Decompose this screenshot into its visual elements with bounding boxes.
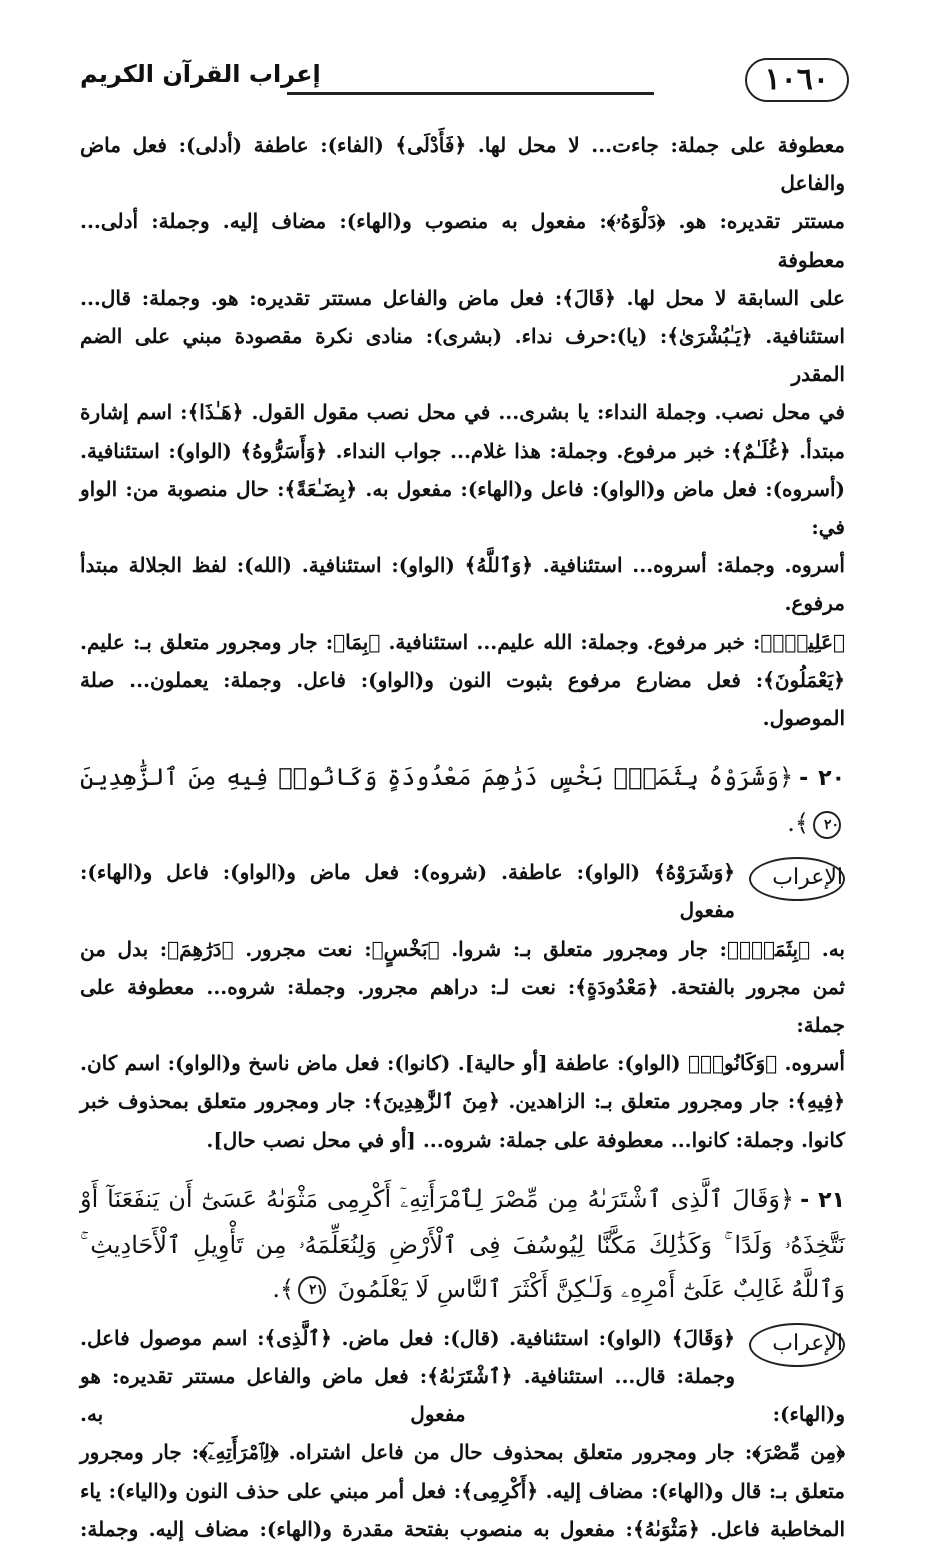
verse-text: ﴿وَقَالَ ٱلَّذِى ٱشْتَرَىٰهُ مِن مِّصْرَ لِٱمْرَأَتِهِۦٓ أَكْرِمِى مَثْوَىٰهُ عَسَىٰٓ أَن يَنفَعَنَآ أَوْ نَتَّخِذَهُۥ وَلَدًا ۚ وَكَذَٰلِكَ مَكَّنَّا لِيُوسُفَ فِى ٱلْأَرْضِ وَلِنُعَلِّمَهُۥ مِن تَأْوِيلِ ٱلْأَحَادِيثِ ۚ وَٱللَّهُ غَالِبٌ عَلَىٰٓ أَمْرِهِۦ وَلَـٰكِنَّ أَكْثَرَ ٱلنَّاسِ لَا يَعْلَمُونَ — [80, 1184, 845, 1303]
verse-close: ﴾. — [272, 1274, 295, 1303]
text-line: (أسروه): فعل ماض و(الواو): فاعل و(الهاء): مفعول به. ﴿بِضَـٰعَةً﴾: حال منصوبة من: الواو في: — [80, 476, 845, 540]
text-line: ﴿مِن مِّصْرَ﴾: جار ومجرور متعلق بمحذوف حال من فاعل اشتراه. ﴿لِٱمْرَأَتِهِۦٓ﴾: جار ومجرور — [80, 1440, 845, 1465]
ayah-number-marker: ٢١ — [298, 1276, 326, 1304]
text-line: وجملة: قال... استئنافية. ﴿ٱشْتَرَىٰهُ﴾: فعل ماض والفاعل مستتر تقديره: هو و(الهاء): مفعول به. — [80, 1364, 845, 1427]
irab-label-badge: الإعراب — [749, 1323, 845, 1367]
irab-label-badge: الإعراب — [749, 857, 845, 901]
verse-text: ﴿وَشَرَوْهُ بِثَمَنٍۭ بَخْسٍ دَرَٰهِمَ مَعْدُودَةٍ وَكَانُوا۟ فِيهِ مِنَ ٱلزَّٰهِدِينَ — [80, 763, 794, 792]
irab-section-21 — [80, 1319, 845, 1548]
verse-21 — [80, 1177, 845, 1311]
text-line: أسروه. وجملة: أسروه... استئنافية. ﴿وَٱللَّهُ﴾ (الواو): استئنافية. (الله): لفظ الجلالة مبتدأ مرفوع. — [80, 553, 845, 616]
text-line: معطوفة على جملة: جاءت... لا محل لها. ﴿فَأَدْلَى﴾ (الفاء): عاطفة (أدلى): فعل ماض والفاعل — [80, 133, 845, 196]
running-header — [80, 58, 849, 108]
page-body — [80, 126, 845, 1548]
verse-number: ٢١ - — [800, 1187, 845, 1213]
text-line: مستتر تقديره: هو. ﴿دَلْوَهُۥ﴾: مفعول به منصوب و(الهاء): مضاف إليه. وجملة: أدلى... معطوفة — [80, 209, 845, 272]
verse-20 — [80, 755, 845, 845]
header-rule — [287, 92, 654, 95]
text-line: كانوا. وجملة: كانوا... معطوفة على جملة: شروه... [أو في محل نصب حال]. — [206, 1127, 845, 1152]
text-line: به. ﴿بِثَمَنٍۭ﴾: جار ومجرور متعلق بـ: شروا. ﴿بَخْسٍ﴾: نعت مجرور. ﴿دَرَٰهِمَ﴾: بدل من — [80, 936, 845, 961]
text-line: ﴿عَلِيمٌۢ﴾: خبر مرفوع. وجملة: الله عليم... استئنافية. ﴿بِمَا﴾: جار ومجرور متعلق بـ: عليم. — [80, 629, 845, 654]
text-line: على السابقة لا محل لها. ﴿قَالَ﴾: فعل ماض والفاعل مستتر تقديره: هو. وجملة: قال... — [80, 285, 845, 310]
text-line: متعلق بـ: قال و(الهاء): مضاف إليه. ﴿أَكْرِمِى﴾: فعل أمر مبني على حذف النون و(الياء): ياء — [80, 1478, 845, 1503]
text-line: ثمن مجرور بالفتحة. ﴿مَعْدُودَةٍ﴾: نعت لـ: دراهم مجرور. وجملة: شروه... معطوفة على جملة: — [80, 974, 845, 1038]
verse-close: ﴾. — [787, 809, 809, 838]
text-line: مبتدأ. ﴿غُلَـٰمٌ﴾: خبر مرفوع. وجملة: هذا غلام... جواب النداء. ﴿وَأَسَرُّوهُ﴾ (الواو): استئنافية. — [80, 438, 845, 463]
irab-section-20 — [80, 853, 845, 1159]
ayah-number-marker: ٢٠ — [813, 811, 841, 839]
text-line: ﴿وَشَرَوْهُ﴾ (الواو): عاطفة. (شروه): فعل ماض و(الواو): فاعل و(الهاء): مفعول — [80, 860, 735, 923]
verse-number: ٢٠ - — [799, 766, 845, 792]
text-line: ﴿يَعْمَلُونَ﴾: فعل مضارع مرفوع بثبوت النون و(الواو): فاعل. وجملة: يعملون... صلة الموصول. — [80, 667, 845, 731]
text-line: استئنافية. ﴿يَـٰبُشْرَىٰ﴾: (يا):حرف نداء. (بشرى): منادى نكرة مقصودة مبني على الضم المقدر — [80, 324, 845, 387]
text-line: المخاطبة فاعل. ﴿مَثْوَىٰهُ﴾: مفعول به منصوب بفتحة مقدرة و(الهاء): مضاف إليه. وجملة: — [80, 1516, 845, 1541]
text-line: ﴿فِيهِ﴾: جار ومجرور متعلق بـ: الزاهدين. ﴿مِنَ ٱلزَّٰهِدِينَ﴾: جار ومجرور متعلق بمحذوف خبر — [80, 1089, 845, 1114]
page-number: ١٠٦٠ — [745, 58, 849, 102]
book-title: إعراب القرآن الكريم — [80, 60, 321, 88]
text-line: أسروه. ﴿وَكَانُوا۟﴾ (الواو): عاطفة [أو حالية]. (كانوا): فعل ماض ناسخ و(الواو): اسم كان. — [80, 1051, 845, 1076]
text-line: ﴿وَقَالَ﴾ (الواو): استئنافية. (قال): فعل ماض. ﴿ٱلَّذِى﴾: اسم موصول فاعل. — [80, 1325, 735, 1350]
text-line: في محل نصب. وجملة النداء: يا بشرى... في محل نصب مقول القول. ﴿هَـٰذَا﴾: اسم إشارة — [80, 400, 845, 425]
